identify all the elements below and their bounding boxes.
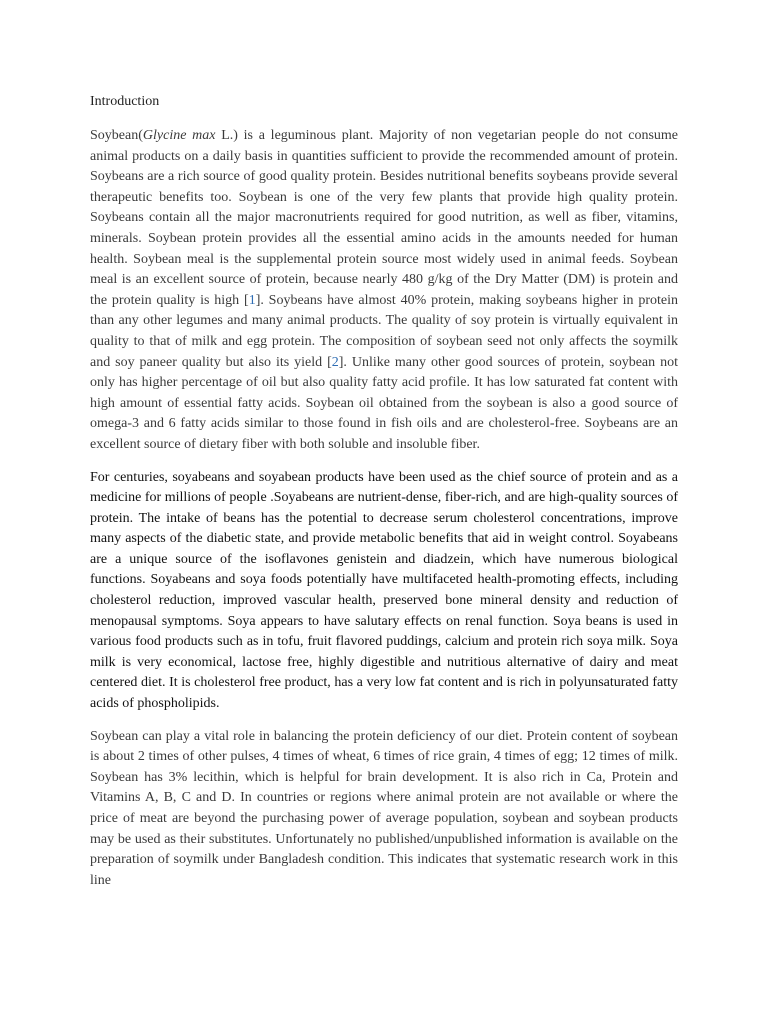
p1-after-species: L.) is a leguminous plant. Majority of non vegetarian people do not consume animal products on a daily basis in quantities sufficient to provide the recommended amount of protein. Soybeans are a rich source of good quality protein. Besides nutritional benefits soybeans provide several therapeutic benefits too. Soybean is one of the very few plants that provide high quality protein. Soybeans contain all the major macronutrients required for good nutrition, as well as fiber, vitamins, minerals. Soybean protein provides all the essential amino acids in the amounts needed for human health. Soybean meal is the supplemental protein source most widely used in animal feeds. Soybean meal is an excellent source of protein, because nearly 480 g/kg of the Dry Matter (DM) is protein and the protein quality is high [ [90, 128, 679, 308]
paragraph-1 [90, 126, 678, 456]
paragraph-2: For centuries, soyabeans and soyabean products have been used as the chief source of protein and as a medicine for millions of people .Soyabeans are nutrient-dense, fiber-rich, and are high-quality sources of protein. The intake of beans has the potential to decrease serum cholesterol concentrations, improve many aspects of the diabetic state, and provide metabolic benefits that aid in weight control. Soyabeans are a unique source of the isoflavones genistein and diadzein, which have numerous biological functions. Soyabeans and soya foods potentially have multifaceted health-promoting effects, including cholesterol reduction, improved vascular health, preserved bone mineral density and reduction of menopausal symptoms. Soya appears to have salutary effects on renal function. Soya beans is used in various food products such as in tofu, fruit flavored puddings, calcium and protein rich soya milk. Soya milk is very economical, lactose free, highly digestible and nutritious alternative of dairy and meat centered diet. It is cholesterol free product, has a very low fat content and is rich in polyunsaturated fatty acids of phospholipids. [90, 469, 678, 712]
citation-link-2[interactable]: 2 [331, 354, 339, 370]
paragraph-3: Soybean can play a vital role in balancing the protein deficiency of our diet. Protein content of soybean is about 2 times of other pulses, 4 times of wheat, 6 times of rice grain, 4 times of egg; 12 times of milk. Soybean has 3% lecithin, which is helpful for brain development. It is also rich in Ca, Protein and Vitamins A, B, C and D. In countries or regions where animal protein are not available or where the price of meat are beyond the purchasing power of average population, soybean and soybean products may be used as their substitutes. Unfortunately no published/unpublished information is available on the preparation of soymilk under Bangladesh condition. This indicates that systematic research work in this line [90, 728, 678, 888]
document-page [90, 92, 678, 891]
p1-lead: Soybean( [90, 128, 143, 143]
p1-mid: ]. Soybeans have almost 40% protein, making soybeans higher in protein than any other legumes and many animal products. The quality of soy protein is virtually equivalent in quality to that of milk and egg protein. The composition of soybean seed not only affects the soymilk and soy paneer quality but also its yield [ [90, 292, 679, 370]
section-heading: Introduction [90, 94, 160, 109]
p1-tail: ]. Unlike many other good sources of protein, soybean not only has higher percentage of oil but also quality fatty acid profile. It has low saturated fat content with high amount of essential fatty acids. Soybean oil obtained from the soybean is also a good source of omega-3 and 6 fatty acids similar to those found in fish oils and are cholesterol-free. Soybeans are an excellent source of dietary fiber with both soluble and insoluble fiber. [90, 354, 678, 452]
species-name: Glycine max [142, 128, 216, 143]
citation-link-1[interactable]: 1 [248, 292, 256, 308]
